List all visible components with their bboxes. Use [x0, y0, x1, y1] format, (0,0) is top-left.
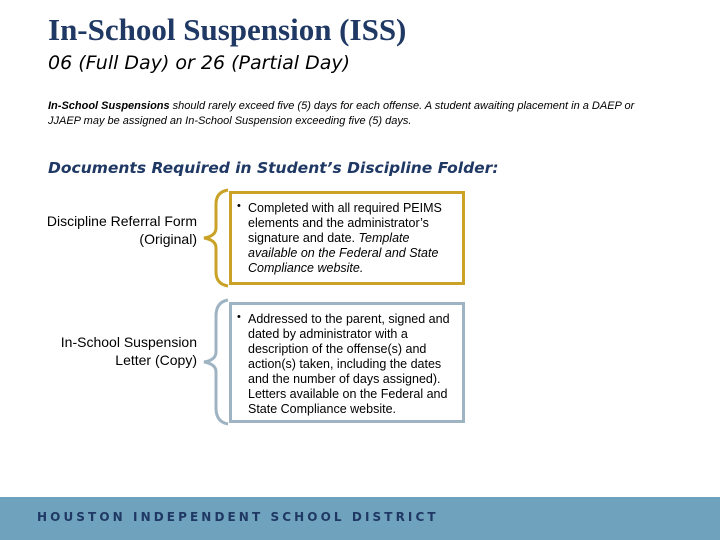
bracket-icon [200, 188, 232, 288]
section-heading: Documents Required in Student’s Discipline Folder: [48, 159, 499, 177]
page-title: In-School Suspension (ISS) [48, 12, 407, 47]
bracket-icon [200, 298, 232, 426]
footer-district-name: HOUSTON INDEPENDENT SCHOOL DISTRICT [37, 510, 439, 524]
document-label-iss-letter: In-School Suspension Letter (Copy) [60, 334, 197, 368]
document-detail-box-discipline-referral [229, 191, 465, 285]
bullet-icon: • [237, 200, 241, 212]
bullet-icon: • [237, 311, 241, 323]
intro-bold-lead: In-School Suspensions [48, 100, 170, 112]
document-detail-text: Completed with all required PEIMS elements and the administrator’s signature and date. Template available on the Federal and State Compliance website. [248, 201, 442, 275]
page-subtitle: 06 (Full Day) or 26 (Partial Day) [48, 52, 351, 74]
document-label-discipline-referral: Discipline Referral Form (Original) [46, 213, 197, 247]
intro-text: should rarely exceed five (5) days for each offense. A student awaiting placement in a DAEP or JJAEP may be assigned an In-School Suspension exceeding five (5) days. [48, 100, 635, 127]
document-detail-box-iss-letter [229, 302, 465, 423]
intro-paragraph [48, 99, 648, 129]
document-detail-text: Addressed to the parent, signed and dated by administrator with a description of the offense(s) and action(s) taken, including the dates and the number of days assigned). Letters available on the Federal and State Compliance website. [248, 312, 450, 416]
footer-bar [0, 497, 720, 540]
